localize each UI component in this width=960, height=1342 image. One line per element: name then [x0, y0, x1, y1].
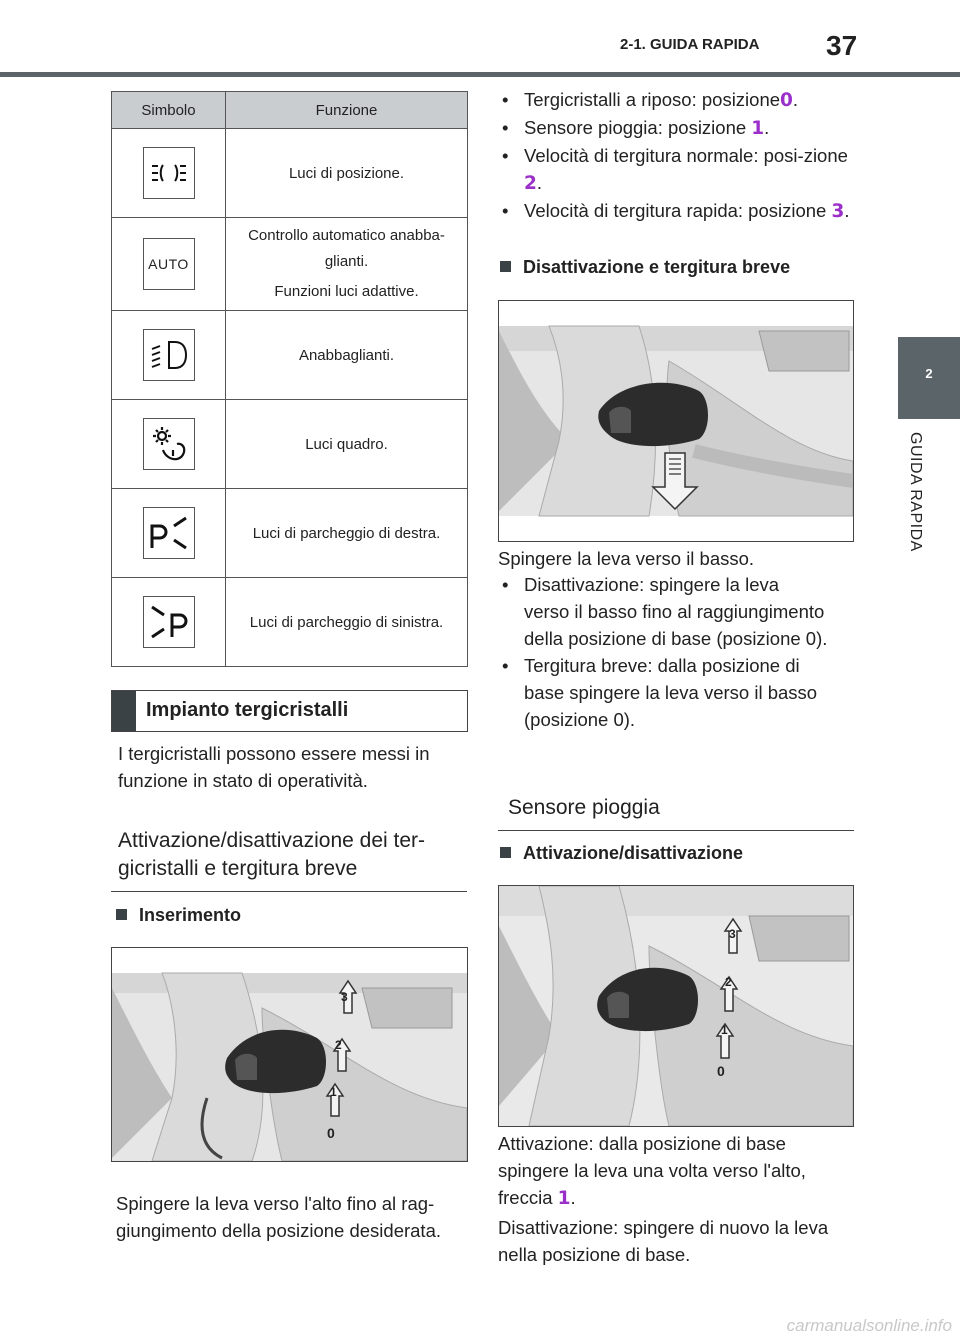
heading-square-icon	[500, 261, 511, 272]
fig3-label-3: 3	[729, 927, 736, 941]
figure-lever-up	[111, 947, 468, 1162]
chapter-label: GUIDA RAPIDA	[907, 432, 924, 552]
rain-sensor-rule	[498, 830, 854, 831]
deactivation-caption: Spingere la leva verso il basso.	[498, 548, 755, 569]
fig3-label-2: 2	[725, 975, 732, 989]
figure-rain-sensor	[498, 885, 854, 1127]
page-number: 37	[826, 30, 858, 61]
subheading-activation: Attivazione/disattivazione dei ter-gicristalli e tergitura breve	[118, 829, 425, 880]
deactivation-item-0: • Disattivazione: spingere la leva verso il basso fino al raggiungimento della posizione di base (posizione 0).	[502, 574, 828, 649]
heading-square-icon	[116, 909, 127, 920]
auto-headlight-icon: AUTO	[143, 238, 195, 290]
running-header: 2-1. GUIDA RAPIDA	[620, 36, 760, 53]
col-header-function: Funzione	[226, 92, 468, 129]
low-beam-icon	[143, 329, 195, 381]
chapter-number: 2	[925, 366, 933, 381]
heading-rain-activation: Attivazione/disattivazione	[500, 843, 743, 864]
fig1-label-0: 0	[327, 1125, 335, 1141]
position-lights-icon	[143, 147, 195, 199]
heading-insert: Inserimento	[116, 905, 241, 926]
col-header-symbol: Simbolo	[112, 92, 226, 129]
position-item-3: • Velocità di tergitura rapida: posizione 3.	[502, 200, 850, 222]
symbol-table	[111, 91, 468, 667]
insert-caption: Spingere la leva verso l'alto fino al rag-giungimento della posizione desiderata.	[116, 1193, 441, 1241]
fig1-label-1: 1	[330, 1085, 337, 1099]
heading-deactivation: Disattivazione e tergitura breve	[500, 257, 790, 278]
left-parking-light-icon	[143, 596, 195, 648]
function-low-beam: Anabbaglianti.	[226, 311, 468, 400]
rain-activation-text: Attivazione: dalla posizione di base spingere la leva una volta verso l'alto, freccia 1.	[498, 1133, 806, 1209]
figure-lever-down	[498, 300, 854, 542]
positions-list	[498, 86, 853, 225]
subheading-rule	[111, 891, 467, 892]
fig3-label-0: 0	[717, 1063, 725, 1079]
position-item-0: • Tergicristalli a riposo: posizione0.	[502, 89, 799, 111]
instrument-lighting-icon	[143, 418, 195, 470]
fig1-label-3: 3	[341, 990, 348, 1004]
fig3-label-1: 1	[721, 1023, 728, 1037]
watermark: carmanualsonline.info	[786, 1316, 952, 1335]
section-bar-marker	[112, 691, 136, 731]
heading-square-icon	[500, 847, 511, 858]
section-bar-wipers	[111, 690, 468, 732]
function-left-parking: Luci di parcheggio di sinistra.	[226, 578, 468, 667]
function-instrument-lighting: Luci quadro.	[226, 400, 468, 489]
position-item-1: • Sensore pioggia: posizione 1.	[502, 117, 770, 139]
header-rule	[0, 72, 960, 77]
section-title-wipers: Impianto tergicristalli	[146, 699, 349, 721]
wipers-intro: I tergicristalli possono essere messi in funzione in stato di operatività.	[118, 743, 430, 791]
rain-deactivation-text: Disattivazione: spingere di nuovo la leva nella posizione di base.	[498, 1217, 829, 1265]
function-position-lights: Luci di posizione.	[226, 129, 468, 218]
function-right-parking: Luci di parcheggio di destra.	[226, 489, 468, 578]
subheading-rain-sensor: Sensore pioggia	[508, 796, 660, 819]
fig1-label-2: 2	[335, 1038, 342, 1052]
position-item-2: • Velocità di tergitura normale: posi-zione 2.	[502, 145, 848, 194]
right-parking-light-icon	[143, 507, 195, 559]
deactivation-list	[498, 571, 828, 733]
function-auto-headlight: Controllo automatico anabba-glianti. Funzioni luci adattive.	[226, 218, 468, 311]
deactivation-item-1: • Tergitura breve: dalla posizione di base spingere la leva verso il basso (posizione 0).	[502, 655, 818, 730]
